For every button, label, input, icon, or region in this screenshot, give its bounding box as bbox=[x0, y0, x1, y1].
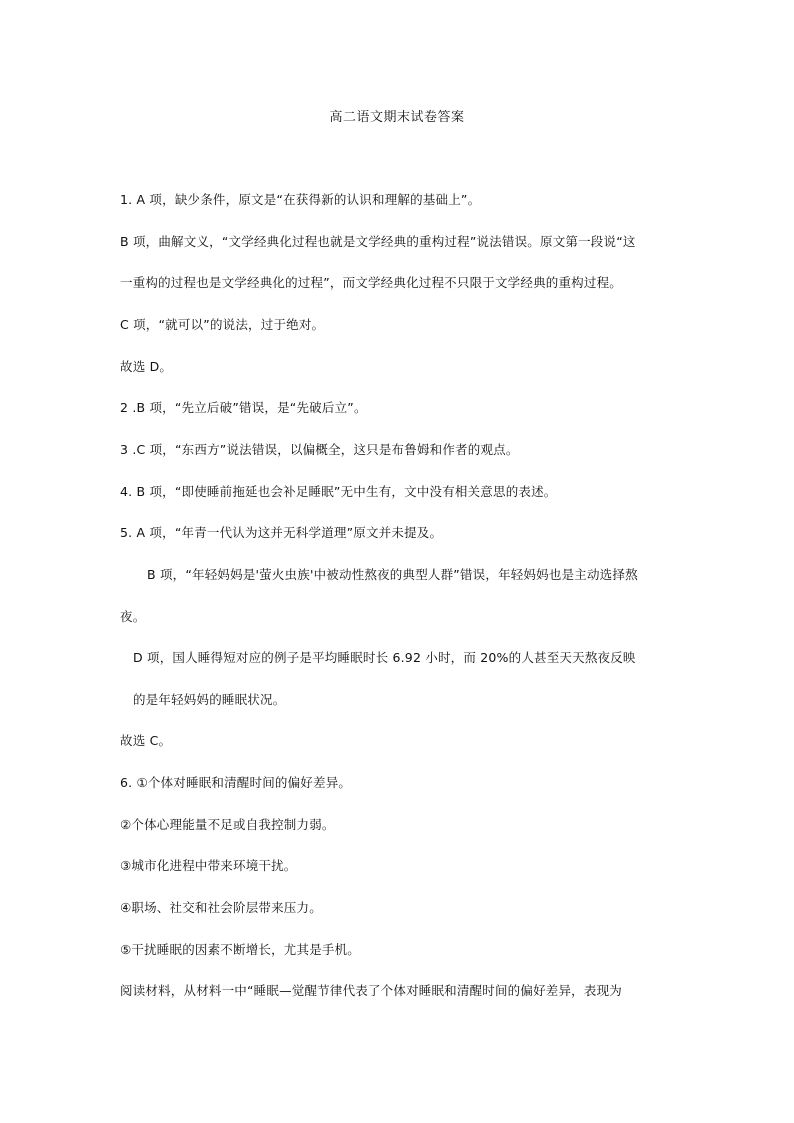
answer-line: ⑤干扰睡眠的因素不断增长，尤其是手机。 bbox=[120, 942, 361, 957]
answer-line: 阅读材料，从材料一中“睡眠—觉醒节律代表了个体对睡眠和清醒时间的偏好差异，表现为 bbox=[120, 983, 622, 998]
answer-line: C 项，“就可以”的说法，过于绝对。 bbox=[120, 317, 325, 332]
answer-line: ④职场、社交和社会阶层带来压力。 bbox=[120, 900, 322, 915]
answer-line: B 项，曲解文义，“文学经典化过程也就是文学经典的重构过程”说法错误。原文第一段说“这 bbox=[120, 234, 636, 249]
document-title: 高二语文期末试卷答案 bbox=[329, 110, 465, 125]
answer-line: 夜。 bbox=[120, 609, 146, 624]
answer-line: 4. B 项，“即使睡前拖延也会补足睡眠”无中生有，文中没有相关意思的表述。 bbox=[120, 484, 557, 499]
answer-line: D 项，国人睡得短对应的例子是平均睡眠时长 6.92 小时，而 20%的人甚至天天熬夜反映 bbox=[133, 650, 636, 665]
answer-line: 一重构的过程也是文学经典化的过程”，而文学经典化过程不只限于文学经典的重构过程。 bbox=[120, 275, 622, 290]
answer-line: 的是年轻妈妈的睡眠状况。 bbox=[133, 692, 286, 707]
answer-line: 5. A 项，“年青一代认为这并无科学道理”原文并未提及。 bbox=[120, 525, 443, 540]
answer-line: 3 .C 项，“东西方”说法错误，以偏概全，这只是布鲁姆和作者的观点。 bbox=[120, 442, 519, 457]
answer-line: 2 .B 项，“先立后破”错误，是“先破后立”。 bbox=[120, 400, 367, 415]
answer-line: ③城市化进程中带来环境干扰。 bbox=[120, 858, 297, 873]
answer-line: 故选 D。 bbox=[120, 359, 173, 374]
answer-line: 故选 C。 bbox=[120, 733, 172, 748]
answer-line: 6. ①个体对睡眠和清醒时间的偏好差异。 bbox=[120, 775, 352, 790]
answer-line: ②个体心理能量不足或自我控制力弱。 bbox=[120, 817, 335, 832]
answer-line: B 项，“年轻妈妈是'萤火虫族'中被动性熬夜的典型人群”错误，年轻妈妈也是主动选择熬 bbox=[147, 567, 638, 582]
answer-line: 1. A 项，缺少条件，原文是“在获得新的认识和理解的基础上”。 bbox=[120, 192, 481, 207]
